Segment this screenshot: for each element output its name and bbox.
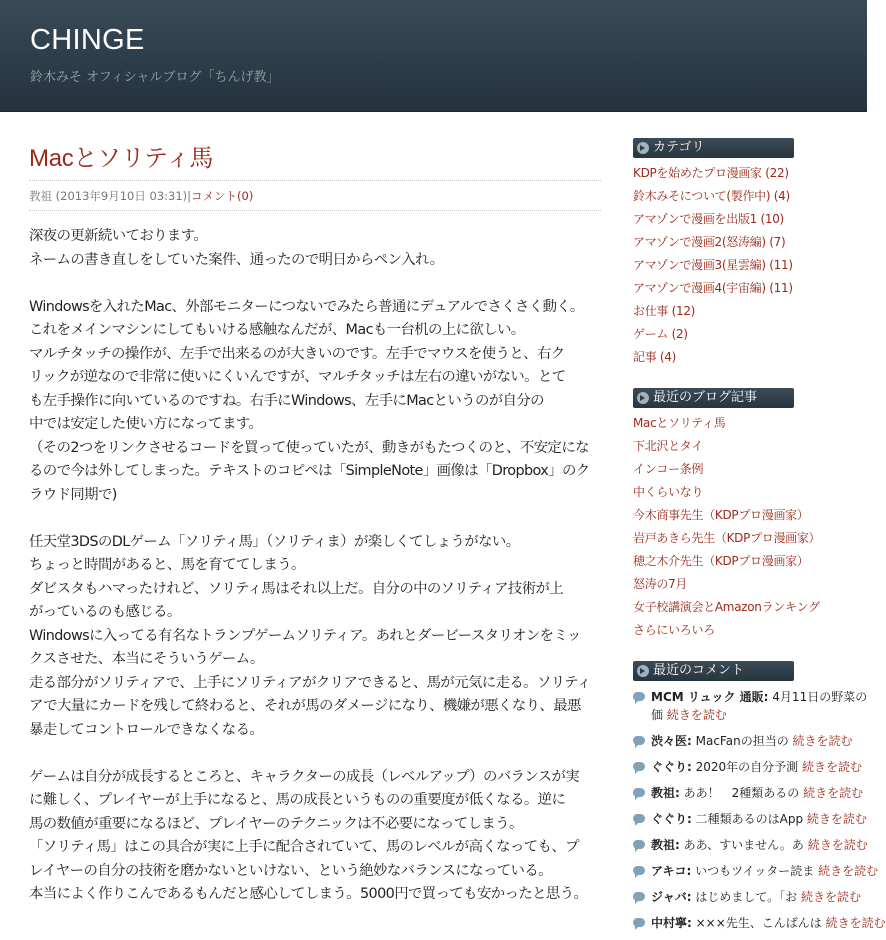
post-body-line: これをメインマシンにしてもいける感触なんだが、Macも一台机の上に欲しい。	[29, 322, 525, 338]
comment-excerpt: はじめまして。「お	[691, 890, 801, 904]
post-body-line: （その2つをリンクさせるコードを買って使っていたが、動きがもたつくのと、不安定にな	[29, 439, 589, 456]
comment-excerpt: 4月11日の野菜の	[768, 690, 868, 704]
speech-bubble-icon	[633, 762, 645, 771]
site-description: 鈴木みそ オフィシャルブログ「ちんげ教」	[30, 70, 280, 85]
paragraph-gap	[29, 742, 601, 766]
comment-author: 教祖:	[651, 838, 680, 852]
recent-comments-title: 最近のコメント	[653, 663, 745, 678]
comment-item	[633, 862, 879, 880]
category-link[interactable]	[633, 185, 793, 208]
post-body-line: ゲームは自分が成長するところと、キャラクターの成長（レベルアップ）のバランスが実	[29, 768, 580, 785]
category-count: (7)	[769, 235, 786, 249]
speech-bubble-icon	[633, 736, 645, 745]
comment-author: アキコ:	[651, 864, 692, 878]
comment-author: ジャバ:	[651, 890, 692, 904]
category-label: アマゾンで漫画を出版1	[633, 212, 757, 226]
category-label: アマゾンで漫画2(怒涛編)	[633, 235, 766, 249]
recent-post-link[interactable]: インコー条例	[633, 462, 704, 476]
post-body	[29, 225, 601, 907]
comment-author: 中村寧:	[651, 916, 692, 930]
post-body-line: リックが逆なので非常に使いにくいんですが、マルチタッチは左右の違いがない。とて	[29, 369, 566, 385]
comments-link[interactable]: コメント(0)	[191, 189, 254, 203]
comment-excerpt: 価	[651, 708, 667, 722]
category-count: (22)	[765, 166, 789, 180]
category-count: (11)	[769, 281, 793, 295]
speech-bubble-icon	[633, 866, 645, 875]
categories-list	[633, 162, 793, 369]
comment-item	[633, 784, 867, 802]
comment-item	[633, 810, 867, 828]
meta-separator: |	[187, 189, 192, 203]
speech-bubble-icon	[633, 788, 645, 797]
post-body-line: ちょっと時間があると、馬を育ててしまう。	[29, 557, 305, 573]
comment-item	[633, 888, 867, 906]
category-count: (2)	[671, 327, 688, 341]
recent-post-link[interactable]: 中くらいなり	[633, 485, 704, 499]
recent-post-link[interactable]: 怒涛の7月	[633, 577, 688, 591]
speech-bubble-icon	[633, 892, 645, 901]
post-body-line: クスさせた、本当にそういうゲーム。	[29, 651, 264, 667]
category-count: (12)	[671, 304, 696, 318]
comment-excerpt: 2020年の自分予測	[691, 760, 802, 774]
post-body-line: 「ソリティ馬」はこの具合が実に上手に配合されていて、馬のレベルが高くなっても、プ	[29, 839, 579, 855]
post-author-date: 教祖 (2013年9月10日 03:31)	[29, 189, 188, 203]
post-title-link[interactable]: Macとソリティ馬	[29, 145, 214, 172]
category-label: お仕事	[633, 304, 669, 318]
category-label: 記事	[633, 350, 657, 364]
comment-author: 教祖:	[651, 786, 680, 800]
category-count: (4)	[659, 350, 677, 364]
post-body-line: るので今は外してしまった。テキストのコピペは「SimpleNote」画像は「Dropbox」のク	[29, 463, 590, 479]
category-link[interactable]	[633, 162, 793, 185]
recent-post-link[interactable]: さらにいろいろ	[633, 623, 715, 637]
recent-post-link[interactable]: 岩戸あきら先生（KDPプロ漫画家）	[633, 531, 821, 545]
recent-post-link[interactable]: 穂之木介先生（KDPプロ漫画家）	[633, 554, 809, 568]
post-body-line: ダビスタもハマったけれど、ソリティ馬はそれ以上だ。自分の中のソリティア技術が上	[29, 580, 564, 597]
post-body-line: 馬の数値が重要になるほど、プレイヤーのテクニックは不必要になってしまう。	[29, 815, 523, 832]
category-label: 鈴木みそについて(製作中)	[633, 189, 771, 203]
post-body-line: Windowsを入れたMac、外部モニターにつないでみたら普通にデュアルでさくさく動く。	[29, 298, 584, 315]
recent-posts-title: 最近のブログ記事	[653, 390, 758, 405]
post-body-line: に難しく、プレイヤーが上手になると、馬の成長というものの重要度が低くなる。逆に	[29, 792, 566, 808]
site-header	[0, 0, 867, 112]
recent-post-link[interactable]: 今木商事先生（KDPプロ漫画家）	[633, 508, 809, 522]
post-body-line: マルチタッチの操作が、左手で出来るのが大きいのです。左手でマウスを使うと、右ク	[29, 345, 565, 362]
comment-item	[633, 758, 867, 776]
comment-excerpt: ああ！ 2種類あるの	[679, 786, 804, 800]
arrow-circle-icon	[637, 142, 649, 154]
speech-bubble-icon	[633, 840, 645, 849]
post-body-line: 暴走してコントロールできなくなる。	[29, 721, 264, 738]
post-body-line: アで大量にカードを残して終わると、それが馬のダメージになり、機嫌が悪くなり、最悪	[29, 698, 581, 714]
site-title-link[interactable]: CHINGE	[30, 24, 145, 56]
post-body-line: がっているのも感じる。	[29, 604, 181, 620]
recent-post-link[interactable]: 女子校講演会とAmazonランキング	[633, 600, 820, 614]
category-count: (10)	[760, 212, 784, 226]
recent-comments-heading	[633, 661, 794, 681]
category-link[interactable]	[633, 323, 793, 346]
comment-excerpt: MacFanの担当の	[691, 734, 793, 748]
recent-post-link[interactable]: Macとソリティ馬	[633, 416, 726, 430]
categories-title: カテゴリ	[653, 140, 705, 155]
post-body-line: レイヤーの自分の技術を磨かないといけない、という絶妙なバランスになっている。	[29, 862, 552, 879]
arrow-circle-icon	[637, 665, 649, 677]
comment-author: MCM リュック 通販:	[651, 690, 769, 704]
post-body-line: Windowsに入ってる有名なトランプゲームソリティア。あれとダービースタリオンをミッ	[29, 627, 581, 644]
category-link[interactable]	[633, 300, 793, 323]
post-body-line: 任天堂3DSのDLゲーム「ソリティ馬」（ソリティま）が楽しくてしょうがない。	[29, 533, 520, 550]
paragraph-gap	[29, 272, 601, 296]
post-body-line: 走る部分がソリティアで、上手にソリティアがクリアできると、馬が元気に走る。ソリティ	[29, 674, 591, 691]
read-more-link[interactable]: 続きを読む	[806, 812, 867, 826]
category-label: ゲーム	[633, 327, 669, 341]
comment-author: ぐぐり:	[651, 812, 692, 826]
post-body-line: も左手操作に向いているのですね。右手にWindows、左手にMacというのが自分の	[29, 392, 544, 409]
comment-item	[633, 732, 867, 750]
read-more-link[interactable]: 続きを読む	[800, 890, 861, 904]
comment-author: ぐぐり:	[651, 760, 692, 774]
category-label: KDPを始めたプロ漫画家	[633, 166, 762, 180]
recent-comments-list	[633, 688, 886, 940]
paragraph-gap	[29, 507, 601, 531]
read-more-link[interactable]: 続きを読む	[825, 916, 886, 930]
comment-item	[633, 688, 867, 724]
divider	[29, 180, 601, 181]
category-link[interactable]	[633, 346, 793, 369]
read-more-link[interactable]: 続きを読む	[818, 864, 879, 878]
recent-post-link[interactable]: 下北沢とタイ	[633, 439, 703, 453]
post-body-line: ラウド同期で)	[29, 486, 117, 503]
read-more-link[interactable]: 続きを読む	[803, 786, 864, 800]
speech-bubble-icon	[633, 918, 645, 927]
post-meta	[29, 188, 253, 204]
post-body-line: 深夜の更新続いております。	[29, 228, 208, 244]
arrow-circle-icon	[637, 392, 649, 404]
comment-item	[633, 836, 867, 854]
read-more-link[interactable]: 続きを読む	[801, 760, 862, 774]
post-body-line: ネームの書き直しをしていた案件、通ったので明日からペン入れ。	[29, 251, 444, 268]
category-label: アマゾンで漫画3(星雲編)	[633, 258, 766, 272]
recent-posts-list	[633, 412, 820, 642]
category-link[interactable]	[633, 208, 793, 231]
comment-excerpt: ×××先生、こんばんは	[691, 916, 826, 930]
post-body-line: 本当によく作りこんであるもんだと感心してしまう。5000円で買っても安かったと思う。	[29, 886, 588, 902]
comment-excerpt: ああ、すいません。あ	[679, 838, 808, 852]
category-link[interactable]	[633, 254, 793, 277]
speech-bubble-icon	[633, 814, 645, 823]
divider	[29, 210, 601, 211]
comment-excerpt-wrap	[651, 706, 867, 724]
comment-excerpt: 二種類あるのはApp	[691, 812, 807, 826]
read-more-link[interactable]: 続きを読む	[666, 708, 727, 722]
category-label: アマゾンで漫画4(宇宙編)	[633, 281, 766, 295]
comment-item	[633, 914, 886, 932]
categories-heading	[633, 138, 794, 158]
post-body-line: 中では安定した使い方になってます。	[29, 416, 263, 432]
category-count: (11)	[769, 258, 793, 272]
category-link[interactable]	[633, 277, 793, 300]
recent-posts-heading	[633, 388, 794, 408]
read-more-link[interactable]: 続きを読む	[807, 838, 868, 852]
comment-excerpt: いつもツイッター読ま	[691, 864, 819, 878]
read-more-link[interactable]: 続きを読む	[792, 734, 853, 748]
comment-author: 渋々医:	[651, 734, 692, 748]
category-link[interactable]	[633, 231, 793, 254]
category-count: (4)	[773, 189, 790, 203]
speech-bubble-icon	[633, 692, 645, 701]
